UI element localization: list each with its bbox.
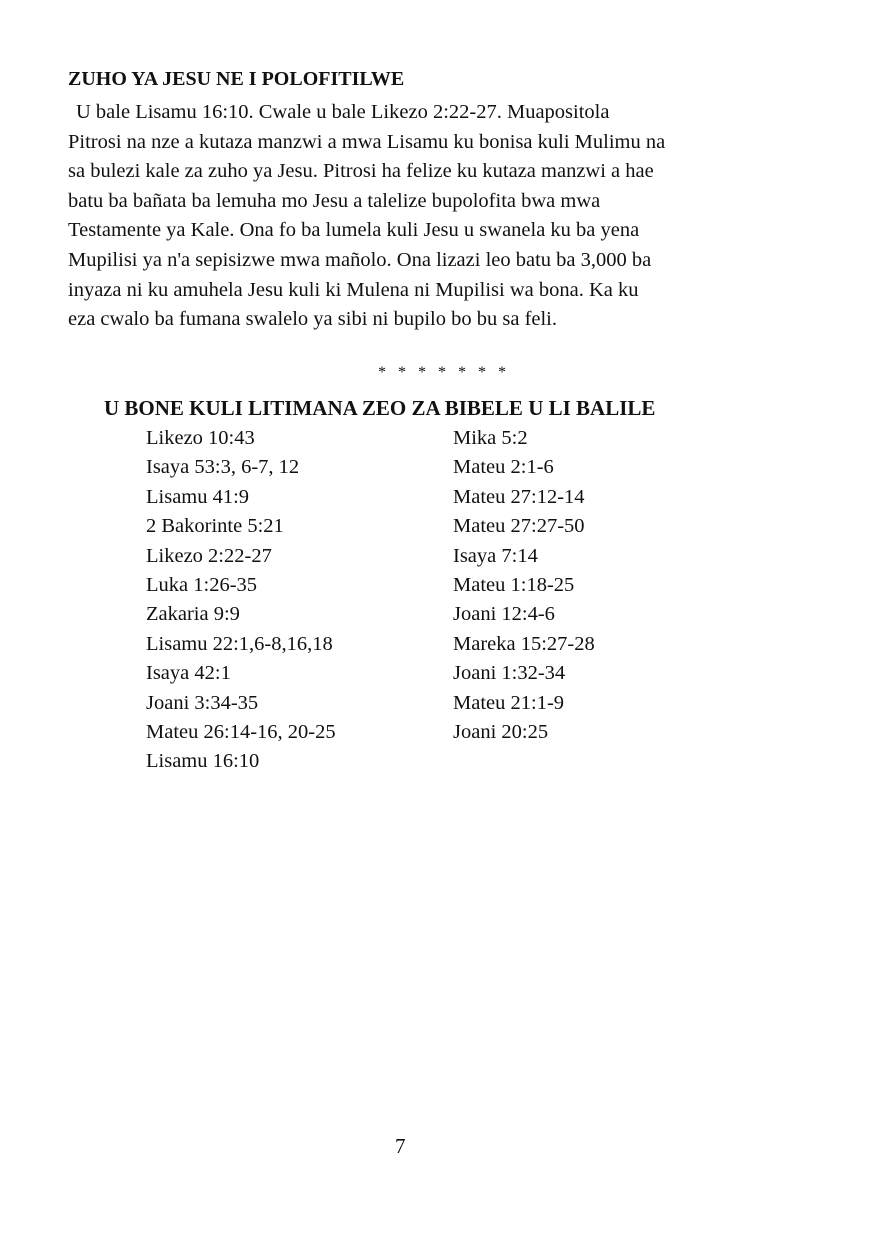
scripture-reference: Joani 20:25 xyxy=(453,721,549,744)
scripture-reference: Mateu 2:1-6 xyxy=(453,456,554,479)
scripture-reference: Mateu 21:1-9 xyxy=(453,691,565,714)
scripture-reference: Joani 1:32-34 xyxy=(453,662,566,685)
scripture-reference: Mateu 26:14-16, 20-25 xyxy=(146,721,336,744)
paragraph-line: inyaza ni ku amuhela Jesu kuli ki Mulena ni Mupilisi wa bona. Ka ku xyxy=(68,278,639,301)
scripture-reference: Isaya 7:14 xyxy=(453,544,538,567)
scripture-reference: Zakaria 9:9 xyxy=(146,603,240,626)
paragraph-line: Mupilisi ya n'a sepisizwe mwa mañolo. Ona lizazi leo batu ba 3,000 ba xyxy=(68,248,652,271)
scripture-reference: Lisamu 41:9 xyxy=(146,485,250,508)
paragraph-line: batu ba bañata ba lemuha mo Jesu a talelize bupolofita bwa mwa xyxy=(68,189,601,212)
scripture-reference: Mika 5:2 xyxy=(453,427,528,449)
scripture-reference: Mateu 1:18-25 xyxy=(453,574,575,597)
paragraph-line: Testamente ya Kale. Ona fo ba lumela kuli Jesu u swanela ku ba yena xyxy=(68,219,640,242)
page-number: 7 xyxy=(395,1134,406,1158)
scripture-reference: Lisamu 16:10 xyxy=(146,750,260,773)
paragraph-line: eza cwalo ba fumana swalelo ya sibi ni bupilo bo bu sa feli. xyxy=(68,308,558,331)
scripture-reference: Mareka 15:27-28 xyxy=(453,632,595,655)
scripture-reference: 2 Bakorinte 5:21 xyxy=(146,515,284,538)
scripture-reference: Joani 12:4-6 xyxy=(453,603,555,626)
scripture-reference: Likezo 2:22-27 xyxy=(146,544,272,567)
scripture-reference: Joani 3:34-35 xyxy=(146,691,259,714)
scripture-reference: Luka 1:26-35 xyxy=(146,574,258,597)
scripture-reference: Mateu 27:27-50 xyxy=(453,515,585,538)
paragraph-line: sa bulezi kale za zuho ya Jesu. Pitrosi ha felize ku kutaza manzwi a hae xyxy=(68,160,654,183)
scripture-reference: Isaya 42:1 xyxy=(146,662,231,685)
references-heading: U BONE KULI LITIMANA ZEO ZA BIBELE U LI BALILE xyxy=(104,396,656,420)
paragraph-line: U bale Lisamu 16:10. Cwale u bale Likezo 2:22-27. Muapositola xyxy=(76,101,610,123)
section-title: ZUHO YA JESU NE I POLOFITILWE xyxy=(68,68,405,90)
references-left-column xyxy=(146,424,336,777)
scripture-reference: Mateu 27:12-14 xyxy=(453,485,585,508)
scripture-reference: Isaya 53:3, 6-7, 12 xyxy=(146,456,300,479)
paragraph-line: Pitrosi na nze a kutaza manzwi a mwa Lisamu ku bonisa kuli Mulimu na xyxy=(68,130,666,153)
scripture-reference: Lisamu 22:1,6-8,16,18 xyxy=(146,632,333,655)
body-paragraph xyxy=(68,98,665,335)
references-right-column xyxy=(453,424,595,747)
scripture-reference: Likezo 10:43 xyxy=(146,427,255,449)
separator: * * * * * * * xyxy=(378,364,510,381)
